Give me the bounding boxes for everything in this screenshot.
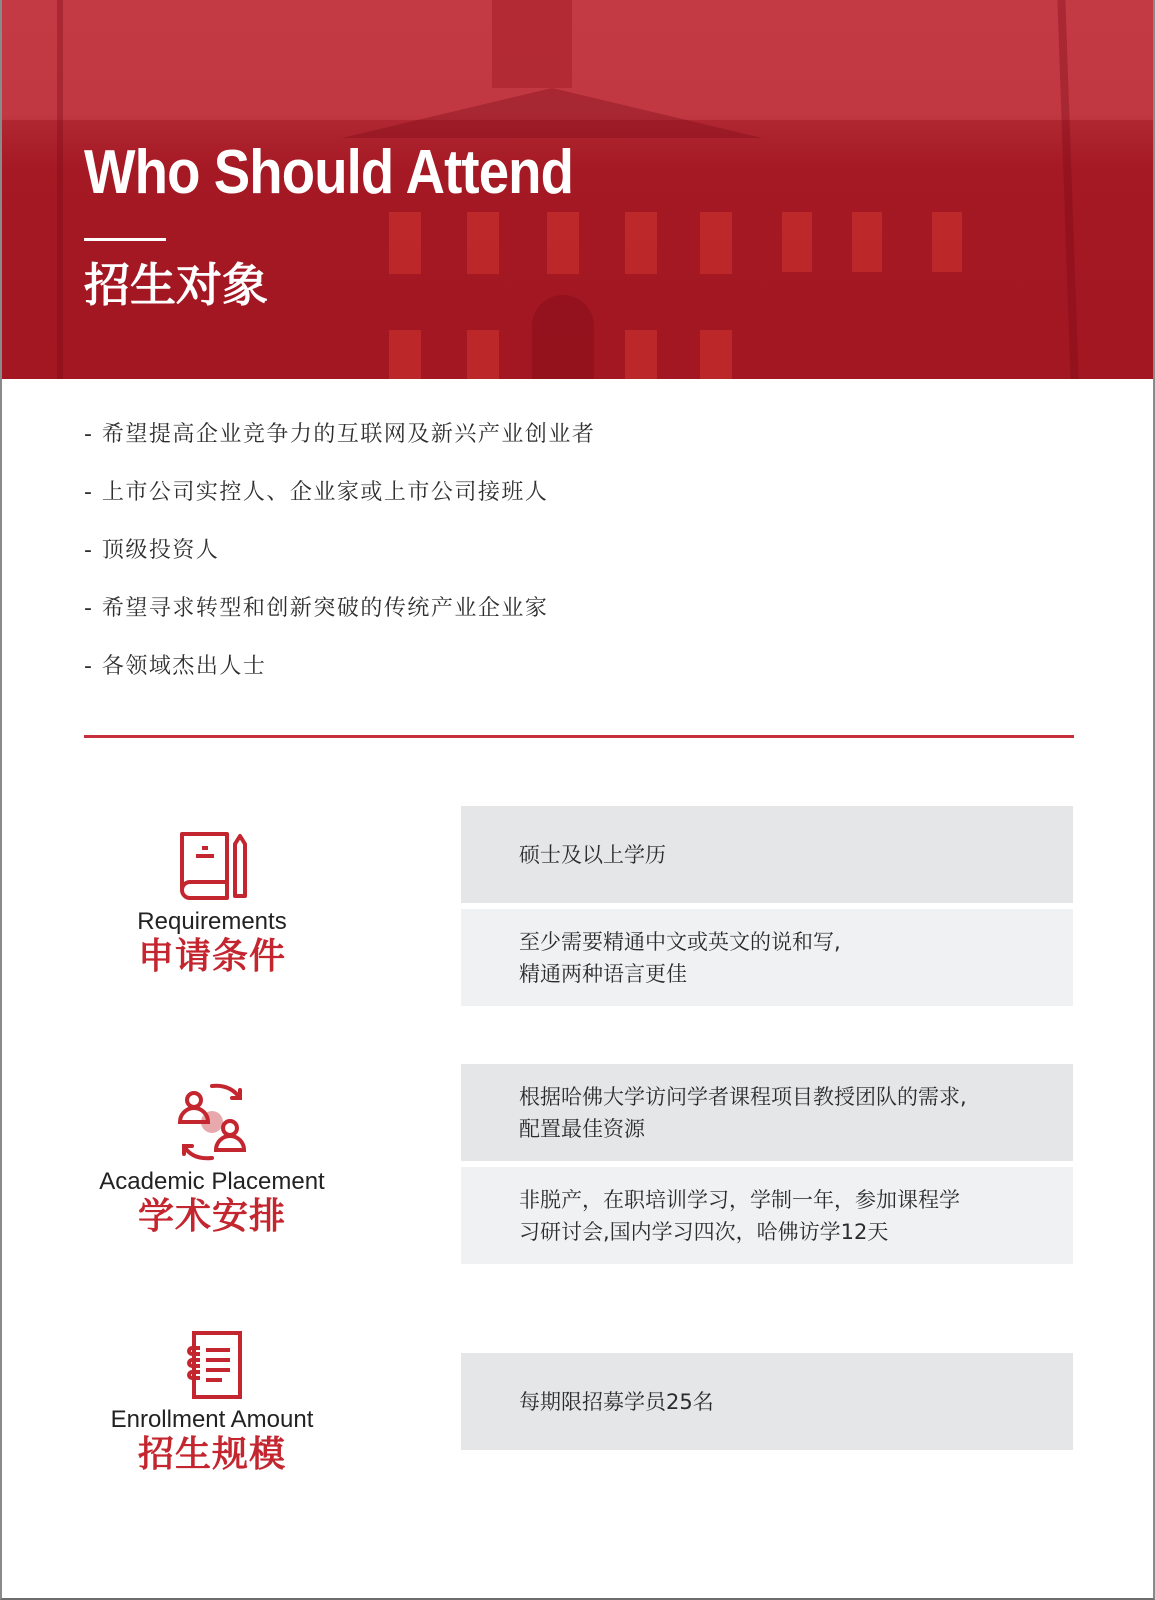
- list-item: - 各领域杰出人士: [84, 654, 267, 679]
- info-box: [461, 1064, 1073, 1161]
- info-text: 硕士及以上学历: [519, 842, 666, 867]
- flagpole-left: [57, 0, 63, 379]
- window: [625, 330, 657, 379]
- audience-list: [84, 420, 784, 710]
- info-box: [461, 909, 1073, 1006]
- list-item: - 顶级投资人: [84, 538, 220, 563]
- info-text: 习研讨会,国内学习四次，哈佛访学12天: [519, 1219, 889, 1244]
- window: [389, 212, 421, 274]
- window: [389, 330, 421, 379]
- info-text: 非脱产，在职培训学习，学制一年，参加课程学: [519, 1187, 960, 1212]
- window: [782, 212, 812, 272]
- info-text: 配置最佳资源: [519, 1116, 645, 1141]
- window: [932, 212, 962, 272]
- info-text: 每期限招募学员25名: [519, 1389, 714, 1414]
- section-title-cn: 学术安排: [137, 1195, 286, 1237]
- section-title-en: Requirements: [137, 908, 287, 935]
- info-text: 根据哈佛大学访问学者课程项目教授团队的需求,: [519, 1084, 967, 1109]
- section-title-en: Academic Placement: [99, 1168, 325, 1195]
- section-title-cn: 申请条件: [137, 935, 286, 977]
- section-title-en: Enrollment Amount: [110, 1406, 314, 1433]
- academic-placement-label: [72, 1082, 352, 1236]
- window: [852, 212, 882, 272]
- info-box: [461, 806, 1073, 903]
- section-divider: [84, 735, 1074, 738]
- window: [547, 212, 579, 274]
- enrollment-amount-label: [72, 1330, 352, 1474]
- people-exchange-icon: [172, 1082, 252, 1162]
- building-door: [532, 295, 594, 379]
- building-tower: [492, 0, 572, 88]
- header-banner: [2, 0, 1155, 379]
- window: [467, 330, 499, 379]
- window: [625, 212, 657, 274]
- section-title-cn: 招生规模: [137, 1433, 286, 1475]
- info-box: [461, 1353, 1073, 1450]
- page-subtitle: 招生对象: [84, 258, 268, 312]
- window: [700, 212, 732, 274]
- list-item: - 希望寻求转型和创新突破的传统产业企业家: [84, 596, 549, 621]
- info-text: 精通两种语言更佳: [519, 961, 687, 986]
- window: [467, 212, 499, 274]
- info-box: [461, 1167, 1073, 1264]
- book-pencil-icon: [176, 830, 248, 902]
- title-underline: [84, 238, 166, 241]
- list-item: - 上市公司实控人、企业家或上市公司接班人: [84, 480, 549, 505]
- list-item: - 希望提高企业竞争力的互联网及新兴产业创业者: [84, 422, 596, 447]
- building-pediment: [342, 88, 762, 138]
- page-title: Who Should Attend: [84, 138, 574, 207]
- requirements-label: [72, 830, 352, 976]
- window: [700, 330, 732, 379]
- notebook-icon: [180, 1330, 244, 1400]
- info-text: 至少需要精通中文或英文的说和写,: [519, 929, 841, 954]
